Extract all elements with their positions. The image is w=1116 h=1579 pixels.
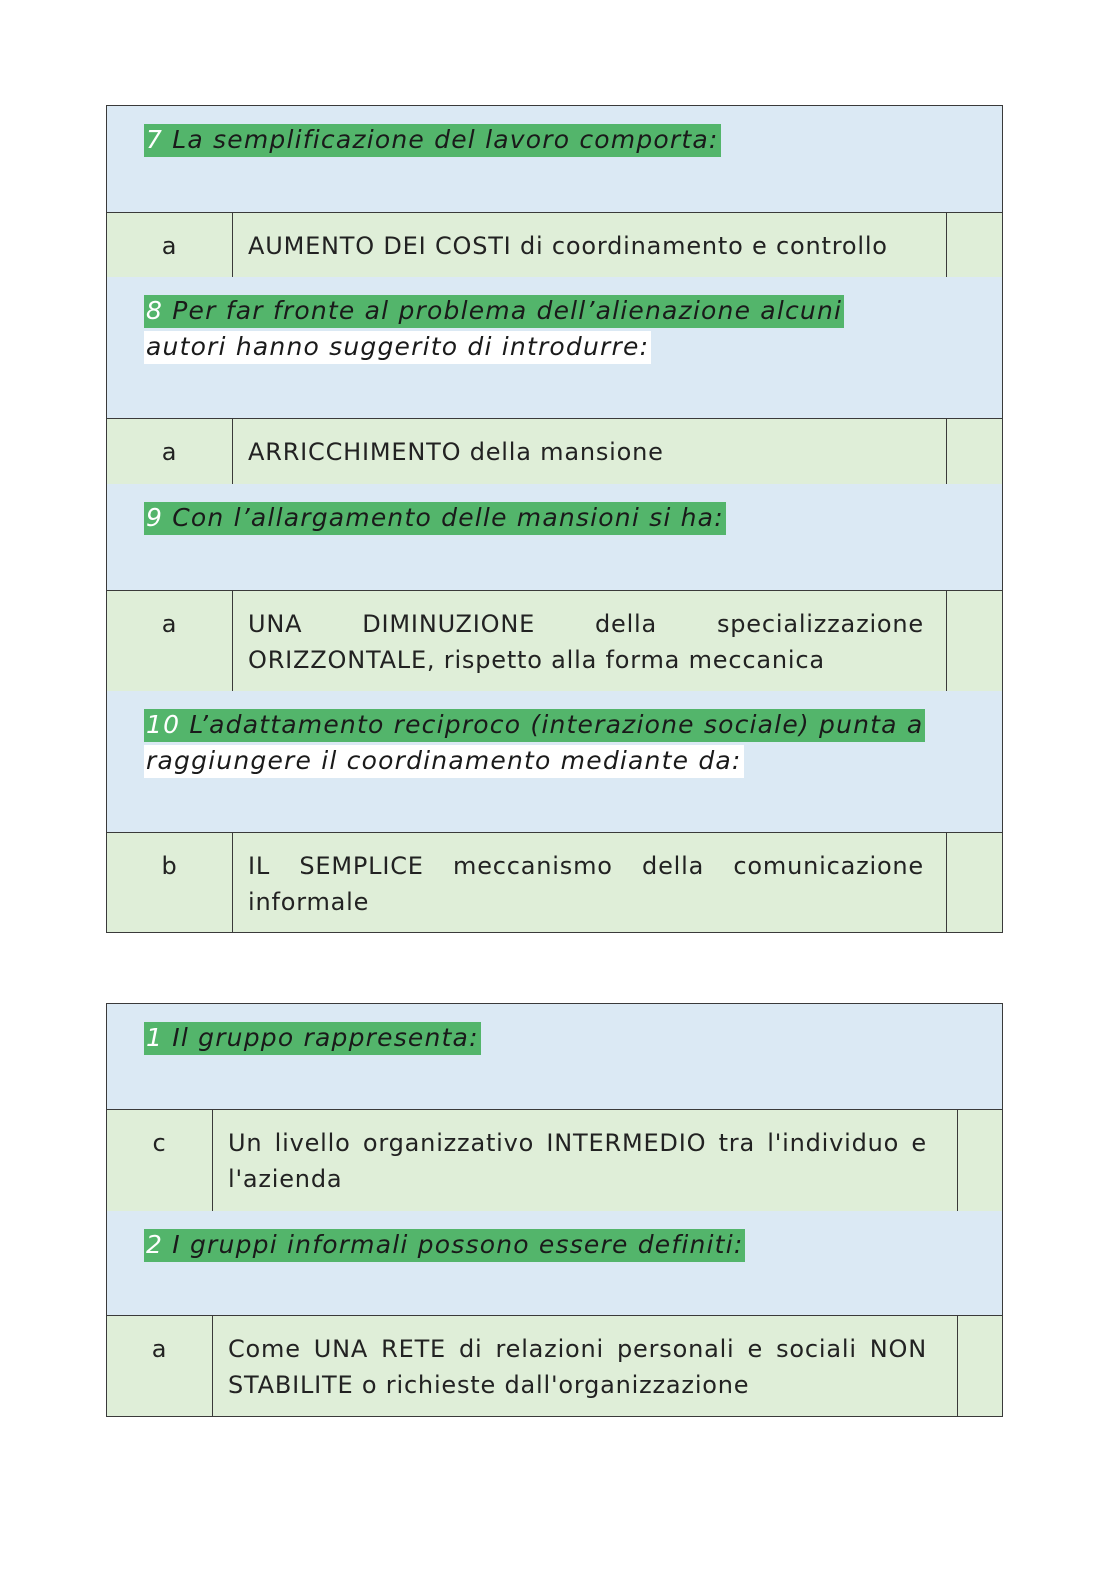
answer-text: AUMENTO DEI COSTI di coordinamento e controllo	[233, 213, 947, 277]
question-number: 1	[146, 1023, 164, 1052]
question-text: I gruppi informali possono essere definiti:	[172, 1230, 744, 1259]
answer-check-cell	[958, 1110, 1002, 1211]
answer-letter: a	[107, 213, 233, 277]
question-highlight	[144, 1022, 481, 1055]
answer-check-cell	[947, 591, 1002, 691]
question-highlight	[144, 502, 726, 535]
answer-row	[107, 1109, 1002, 1211]
answer-row	[107, 1315, 1002, 1416]
question-1	[107, 1004, 1002, 1109]
question-10	[107, 691, 1002, 832]
answer-text: ARRICCHIMENTO della mansione	[233, 419, 947, 484]
answer-letter: c	[107, 1110, 213, 1211]
question-text-line1: Per far fronte al problema dell’alienazione alcuni	[172, 296, 843, 325]
question-number: 10	[146, 710, 181, 739]
answer-check-cell	[947, 833, 1002, 932]
question-number: 7	[146, 125, 164, 154]
question-highlight	[144, 295, 844, 328]
quiz-block-1	[106, 105, 1003, 933]
answer-row	[107, 832, 1002, 932]
answer-letter: a	[107, 419, 233, 484]
answer-letter: b	[107, 833, 233, 932]
answer-row	[107, 418, 1002, 484]
question-number: 2	[146, 1230, 164, 1259]
question-highlight	[144, 709, 925, 742]
answer-check-cell	[947, 213, 1002, 277]
question-number: 9	[146, 503, 164, 532]
question-text: Il gruppo rappresenta:	[172, 1023, 479, 1052]
question-text: La semplificazione del lavoro comporta:	[172, 125, 719, 154]
question-7	[107, 106, 1002, 212]
answer-letter: a	[107, 1316, 213, 1416]
answer-letter: a	[107, 591, 233, 691]
question-highlight	[144, 124, 721, 157]
question-9	[107, 484, 1002, 590]
answer-text: Un livello organizzativo INTERMEDIO tra l'individuo e l'azienda	[213, 1110, 958, 1211]
question-text-line2: raggiungere il coordinamento mediante da:	[144, 745, 744, 778]
question-number: 8	[146, 296, 164, 325]
quiz-block-2	[106, 1003, 1003, 1417]
question-text-line1: L’adattamento reciproco (interazione sociale) punta a	[189, 710, 924, 739]
answer-text: UNA DIMINUZIONE della specializzazione ORIZZONTALE, rispetto alla forma meccanica	[233, 591, 947, 691]
question-highlight	[144, 1229, 745, 1262]
question-text-line2: autori hanno suggerito di introdurre:	[144, 331, 651, 364]
answer-text: Come UNA RETE di relazioni personali e sociali NON STABILITE o richieste dall'organizzazione	[213, 1316, 958, 1416]
question-2	[107, 1211, 1002, 1315]
answer-check-cell	[958, 1316, 1002, 1416]
answer-row	[107, 212, 1002, 277]
question-text: Con l’allargamento delle mansioni si ha:	[172, 503, 724, 532]
answer-check-cell	[947, 419, 1002, 484]
answer-row	[107, 590, 1002, 691]
answer-text: IL SEMPLICE meccanismo della comunicazione informale	[233, 833, 947, 932]
question-8	[107, 277, 1002, 418]
